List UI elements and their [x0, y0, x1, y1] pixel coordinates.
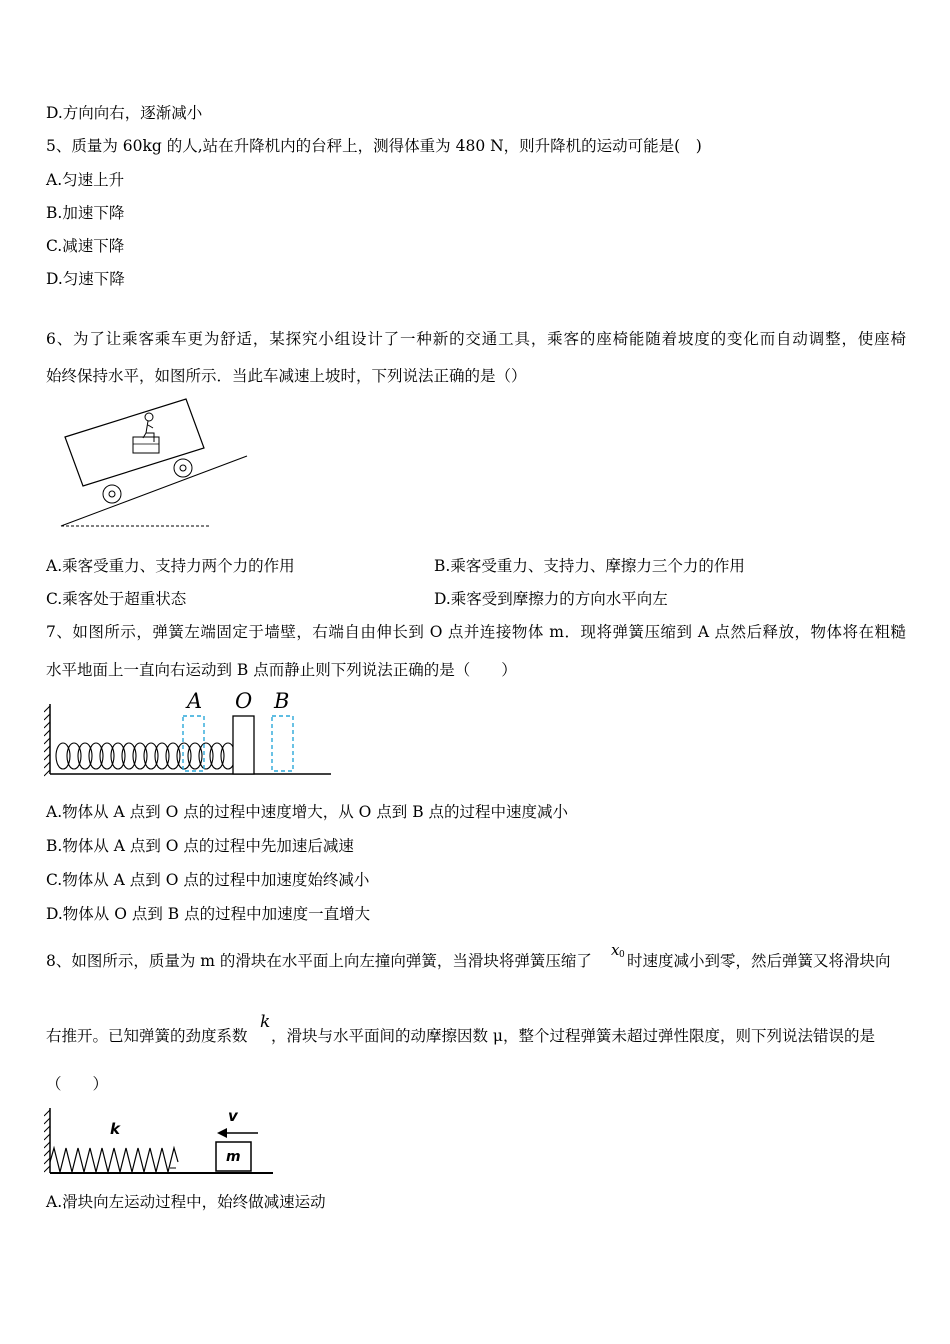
q8-symbol-k: k [260, 1012, 271, 1032]
q7-stem-line1: 7、如图所示，弹簧左端固定于墙壁，右端自由伸长到 O 点并连接物体 m．现将弹簧压缩到 A 点然后释放，物体将在粗糙 [46, 623, 906, 641]
fig7-label-o: O [235, 689, 253, 713]
q6-option-b: B.乘客受重力、支持力、摩擦力三个力的作用 [434, 557, 745, 575]
fig7-label-b: B [274, 689, 290, 713]
q5-option-b: B.加速下降 [46, 204, 125, 222]
q4-option-d: D.方向向右，逐渐减小 [46, 104, 203, 122]
q6-stem-line1: 6、为了让乘客乘车更为舒适，某探究小组设计了一种新的交通工具，乘客的座椅能随着坡度的变化而自动调整，使座椅 [46, 330, 906, 348]
fig8-label-m: m [226, 1149, 241, 1165]
fig8-label-k: k [110, 1120, 120, 1138]
q8-symbol-x0-sub: 0 [619, 950, 625, 960]
q5-option-a: A.匀速上升 [46, 171, 125, 189]
q7-option-b: B.物体从 A 点到 O 点的过程中先加速后减速 [46, 837, 354, 855]
q8-spring-block-figure [44, 1102, 278, 1182]
q6-stem-line2: 始终保持水平，如图所示．当此车减速上坡时，下列说法正确的是（） [46, 367, 527, 385]
q6-option-d: D.乘客受到摩擦力的方向水平向左 [434, 590, 668, 608]
fig8-label-v: v [228, 1107, 238, 1125]
q5-stem: 5、质量为 60kg 的人,站在升降机内的台秤上，测得体重为 480 N，则升降机的运动可能是( ) [46, 137, 702, 155]
q8-stem-line2b: ，滑块与水平面间的动摩擦因数 μ，整个过程弹簧未超过弹性限度，则下列说法错误的是 [271, 1027, 876, 1045]
q5-option-d: D.匀速下降 [46, 270, 125, 288]
q8-stem-line3: （ ） [46, 1075, 109, 1093]
q6-slope-car-figure [55, 395, 255, 535]
q6-option-c: C.乘客处于超重状态 [46, 590, 187, 608]
q7-option-c: C.物体从 A 点到 O 点的过程中加速度始终减小 [46, 871, 370, 889]
fig7-label-a: A [187, 689, 203, 713]
q7-spring-figure [44, 686, 336, 786]
q6-option-a: A.乘客受重力、支持力两个力的作用 [46, 557, 295, 575]
q5-option-c: C.减速下降 [46, 237, 125, 255]
q8-option-a: A.滑块向左运动过程中，始终做减速运动 [46, 1193, 326, 1211]
q7-stem-line2: 水平地面上一直向右运动到 B 点而静止则下列说法正确的是（ ） [46, 661, 517, 679]
q8-symbol-x0: x [611, 941, 620, 959]
q8-stem-line1a: 8、如图所示，质量为 m 的滑块在水平面上向左撞向弹簧，当滑块将弹簧压缩了 [46, 952, 592, 970]
q7-option-d: D.物体从 O 点到 B 点的过程中加速度一直增大 [46, 905, 371, 923]
q7-option-a: A.物体从 A 点到 O 点的过程中速度增大，从 O 点到 B 点的过程中速度减小 [46, 803, 569, 821]
q8-stem-line2a: 右推开。已知弹簧的劲度系数 [46, 1027, 248, 1045]
q8-stem-line1b: 时速度减小到零，然后弹簧又将滑块向 [627, 952, 891, 970]
